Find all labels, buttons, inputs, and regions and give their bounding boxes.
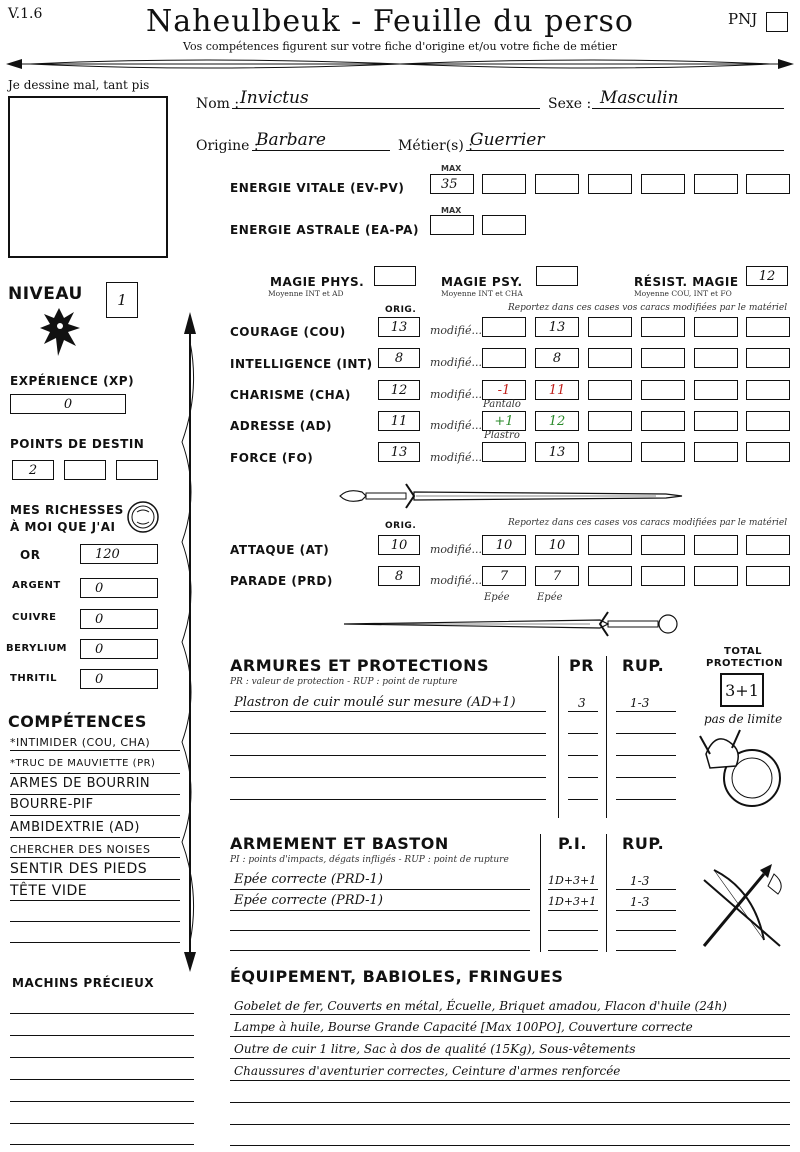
epee-note-1: Epée — [484, 592, 510, 603]
carac-cell[interactable] — [588, 411, 632, 431]
carac-label-fo: FORCE (FO) — [230, 451, 314, 465]
armement-sub: PI : points d'impacts, dégats infligés - RUP : point de rupture — [230, 855, 509, 865]
niveau-box[interactable]: 1 — [106, 282, 138, 318]
weapons-icon — [694, 860, 790, 956]
origine-label: Origine : — [196, 138, 259, 154]
cuivre-label: CUIVRE — [12, 612, 57, 623]
carac-cell[interactable] — [588, 442, 632, 462]
origine-value[interactable]: Barbare — [256, 130, 326, 150]
competence-item[interactable]: SENTIR DES PIEDS — [10, 861, 148, 877]
ea-max-label: MAX — [441, 206, 462, 215]
ev-cell[interactable] — [588, 174, 632, 194]
equipement-title: ÉQUIPEMENT, BABIOLES, FRINGUES — [230, 967, 564, 986]
carac-c1-cha[interactable]: -1 — [482, 380, 526, 400]
pnj-label: PNJ — [728, 10, 758, 28]
nom-value[interactable]: Invictus — [240, 88, 309, 108]
pantalo-note: Pantalo — [483, 399, 521, 410]
carac-cell[interactable] — [746, 348, 790, 368]
carac-c1-fo[interactable] — [482, 442, 526, 462]
sheet-subtitle: Vos compétences figurent sur votre fiche d'origine et/ou votre fiche de métier — [183, 40, 617, 53]
ev-cell[interactable] — [694, 174, 738, 194]
plastro-note: Plastro — [484, 430, 520, 441]
combat-cell[interactable] — [641, 535, 685, 555]
competence-item[interactable]: *INTIMIDER (COU, CHA) — [10, 736, 151, 749]
combat-cell[interactable] — [746, 566, 790, 586]
helmet-shield-icon — [696, 724, 784, 814]
carac-cell[interactable] — [641, 411, 685, 431]
attaque-c1[interactable]: 10 — [482, 535, 526, 555]
magie-psy-sub: Moyenne INT et CHA — [441, 289, 523, 298]
carac-orig-int[interactable]: 8 — [378, 348, 420, 368]
experience-box[interactable]: 0 — [10, 394, 126, 414]
arme-name[interactable]: Epée correcte (PRD-1) — [234, 893, 383, 908]
modif-label: modifié... — [430, 324, 482, 337]
competence-item[interactable]: BOURRE-PIF — [10, 797, 94, 812]
sword-ornament-icon — [340, 606, 685, 642]
carac-cell[interactable] — [694, 317, 738, 337]
carac-orig-cou[interactable]: 13 — [378, 317, 420, 337]
combat-orig-label: ORIG. — [385, 521, 417, 531]
machins-title: MACHINS PRÉCIEUX — [12, 976, 155, 990]
modif-label: modifié... — [430, 574, 482, 587]
arme-rup[interactable]: 1-3 — [630, 895, 650, 909]
total-protection-box[interactable]: 3+1 — [720, 673, 764, 707]
arme-pi[interactable]: 1D+3+1 — [548, 874, 597, 887]
carac-cell[interactable] — [694, 442, 738, 462]
ev-label: ENERGIE VITALE (EV-PV) — [230, 181, 405, 195]
magie-phys-box[interactable] — [374, 266, 416, 286]
ev-cell[interactable] — [482, 174, 526, 194]
equipement-item[interactable]: Lampe à huile, Bourse Grande Capacité [Max 100PO], Couverture correcte — [234, 1020, 693, 1034]
ev-cell[interactable] — [746, 174, 790, 194]
armures-col-pr: PR — [569, 656, 595, 675]
arme-pi[interactable]: 1D+3+1 — [548, 895, 597, 908]
attaque-label: ATTAQUE (AT) — [230, 543, 330, 557]
carac-label-int: INTELLIGENCE (INT) — [230, 357, 373, 371]
portrait-caption: Je dessine mal, tant pis — [8, 78, 150, 92]
portrait-frame[interactable] — [8, 96, 168, 258]
modif-label: modifié... — [430, 451, 482, 464]
armures-title: ARMURES ET PROTECTIONS — [230, 656, 489, 675]
carac-label-cou: COURAGE (COU) — [230, 325, 346, 339]
spear-ornament — [178, 312, 202, 972]
armure-rup[interactable]: 1-3 — [630, 696, 650, 710]
header-divider-ornament — [0, 54, 800, 74]
modif-label: modifié... — [430, 419, 482, 432]
armures-sub: PR : valeur de protection - RUP : point de rupture — [230, 677, 458, 687]
parade-c1[interactable]: 7 — [482, 566, 526, 586]
berylium-label: BERYLIUM — [6, 643, 68, 654]
carac-c2-ad[interactable]: 12 — [535, 411, 579, 431]
arme-rup[interactable]: 1-3 — [630, 874, 650, 888]
destin-box-2[interactable] — [64, 460, 106, 480]
attaque-c2[interactable]: 10 — [535, 535, 579, 555]
armure-pr[interactable]: 3 — [578, 696, 586, 710]
competences-title: COMPÉTENCES — [8, 712, 147, 731]
parade-label: PARADE (PRD) — [230, 574, 333, 588]
combat-cell[interactable] — [694, 535, 738, 555]
carac-cell[interactable] — [588, 348, 632, 368]
metier-value[interactable]: Guerrier — [470, 130, 545, 150]
resist-magie-sub: Moyenne COU, INT et FO — [634, 289, 732, 298]
carac-cell[interactable] — [641, 317, 685, 337]
total-protection-label-2: PROTECTION — [706, 658, 783, 669]
coin-icon — [126, 500, 160, 534]
modif-label: modifié... — [430, 543, 482, 556]
armement-title: ARMEMENT ET BASTON — [230, 834, 449, 853]
carac-c1-ad[interactable]: +1 — [482, 411, 526, 431]
combat-cell[interactable] — [588, 566, 632, 586]
argent-box[interactable]: 0 — [80, 578, 158, 598]
carac-c1-int[interactable] — [482, 348, 526, 368]
carac-cell[interactable] — [694, 411, 738, 431]
equipement-item[interactable]: Outre de cuir 1 litre, Sac à dos de qualité (15Kg), Sous-vêtements — [234, 1042, 636, 1056]
sword-ornament-icon — [336, 478, 686, 514]
carac-cell[interactable] — [746, 442, 790, 462]
sexe-label: Sexe : — [548, 96, 592, 112]
competence-item[interactable]: TÊTE VIDE — [10, 883, 88, 899]
carac-orig-ad[interactable]: 11 — [378, 411, 420, 431]
total-protection-label-1: TOTAL — [724, 646, 762, 657]
competence-item[interactable]: AMBIDEXTRIE (AD) — [10, 820, 140, 835]
carac-c1-cou[interactable] — [482, 317, 526, 337]
berylium-box[interactable]: 0 — [80, 639, 158, 659]
resist-magie-label: RÉSIST. MAGIE — [634, 275, 739, 289]
equipement-item[interactable]: Gobelet de fer, Couverts en métal, Écuelle, Briquet amadou, Flacon d'huile (24h) — [234, 999, 727, 1013]
argent-label: ARGENT — [12, 580, 61, 591]
carac-cell[interactable] — [694, 380, 738, 400]
niveau-label: NIVEAU — [8, 284, 83, 304]
or-box[interactable]: 120 — [80, 544, 158, 564]
carac-cell[interactable] — [746, 380, 790, 400]
ea-label: ENERGIE ASTRALE (EA-PA) — [230, 223, 419, 237]
attaque-orig[interactable]: 10 — [378, 535, 420, 555]
carac-cell[interactable] — [641, 380, 685, 400]
competence-item[interactable]: ARMES DE BOURRIN — [10, 776, 151, 791]
combat-note: Reportez dans ces cases vos caracs modifiées par le matériel — [508, 518, 788, 528]
version-label: V.1.6 — [8, 6, 43, 22]
carac-c2-int[interactable]: 8 — [535, 348, 579, 368]
ev-max-box[interactable]: 35 — [430, 174, 474, 194]
magie-psy-label: MAGIE PSY. — [441, 275, 523, 289]
modif-label: modifié... — [430, 356, 482, 369]
carac-label-cha: CHARISME (CHA) — [230, 388, 351, 402]
carac-c2-fo[interactable]: 13 — [535, 442, 579, 462]
sheet-title: Naheulbeuk - Feuille du perso — [146, 4, 634, 39]
equipement-item[interactable]: Chaussures d'aventurier correctes, Ceinture d'armes renforcée — [234, 1064, 621, 1078]
caracs-note: Reportez dans ces cases vos caracs modifiées par le matériel — [508, 303, 788, 313]
carac-c2-cha[interactable]: 11 — [535, 380, 579, 400]
carac-cell[interactable] — [746, 317, 790, 337]
destin-label: POINTS DE DESTIN — [10, 437, 145, 451]
modif-label: modifié... — [430, 388, 482, 401]
or-label: OR — [20, 548, 41, 562]
competence-item[interactable]: *TRUC DE MAUVIETTE (PR) — [10, 758, 156, 769]
ea-max-box[interactable] — [430, 215, 474, 235]
competence-item[interactable]: CHERCHER DES NOISES — [10, 843, 151, 856]
carac-cell[interactable] — [588, 317, 632, 337]
combat-cell[interactable] — [746, 535, 790, 555]
thritil-box[interactable]: 0 — [80, 669, 158, 689]
resist-magie-box[interactable]: 12 — [746, 266, 788, 286]
metier-label: Métier(s) : — [398, 138, 473, 154]
magie-phys-label: MAGIE PHYS. — [270, 275, 365, 289]
experience-label: EXPÉRIENCE (XP) — [10, 374, 135, 388]
sexe-value[interactable]: Masculin — [600, 88, 679, 108]
ea-cell[interactable] — [482, 215, 526, 235]
orig-label: ORIG. — [385, 305, 417, 315]
parade-c2[interactable]: 7 — [535, 566, 579, 586]
nom-label: Nom : — [196, 96, 240, 112]
richesses-label-2: À MOI QUE J'AI — [10, 520, 116, 534]
carac-cell[interactable] — [588, 380, 632, 400]
parade-orig[interactable]: 8 — [378, 566, 420, 586]
protection-limit-note: pas de limite — [704, 712, 783, 726]
ev-cell[interactable] — [535, 174, 579, 194]
arme-name[interactable]: Epée correcte (PRD-1) — [234, 872, 383, 887]
carac-c2-cou[interactable]: 13 — [535, 317, 579, 337]
carac-cell[interactable] — [641, 442, 685, 462]
destin-box-1[interactable]: 2 — [12, 460, 54, 480]
combat-cell[interactable] — [588, 535, 632, 555]
epee-note-2: Epée — [537, 592, 563, 603]
carac-cell[interactable] — [641, 348, 685, 368]
cuivre-box[interactable]: 0 — [80, 609, 158, 629]
armement-col-pi: P.I. — [558, 834, 587, 853]
dragon-icon — [34, 304, 84, 362]
combat-cell[interactable] — [641, 566, 685, 586]
thritil-label: THRITIL — [10, 673, 58, 684]
magie-psy-box[interactable] — [536, 266, 578, 286]
pnj-checkbox[interactable] — [766, 12, 788, 32]
carac-cell[interactable] — [746, 411, 790, 431]
carac-orig-cha[interactable]: 12 — [378, 380, 420, 400]
carac-label-ad: ADRESSE (AD) — [230, 419, 333, 433]
carac-orig-fo[interactable]: 13 — [378, 442, 420, 462]
armement-col-rup: RUP. — [622, 834, 665, 853]
armure-name[interactable]: Plastron de cuir moulé sur mesure (AD+1) — [234, 695, 516, 710]
ev-max-label: MAX — [441, 164, 462, 173]
carac-cell[interactable] — [694, 348, 738, 368]
destin-box-3[interactable] — [116, 460, 158, 480]
ev-cell[interactable] — [641, 174, 685, 194]
combat-cell[interactable] — [694, 566, 738, 586]
richesses-label-1: MES RICHESSES — [10, 503, 124, 517]
magie-phys-sub: Moyenne INT et AD — [268, 289, 344, 298]
armures-col-rup: RUP. — [622, 656, 665, 675]
